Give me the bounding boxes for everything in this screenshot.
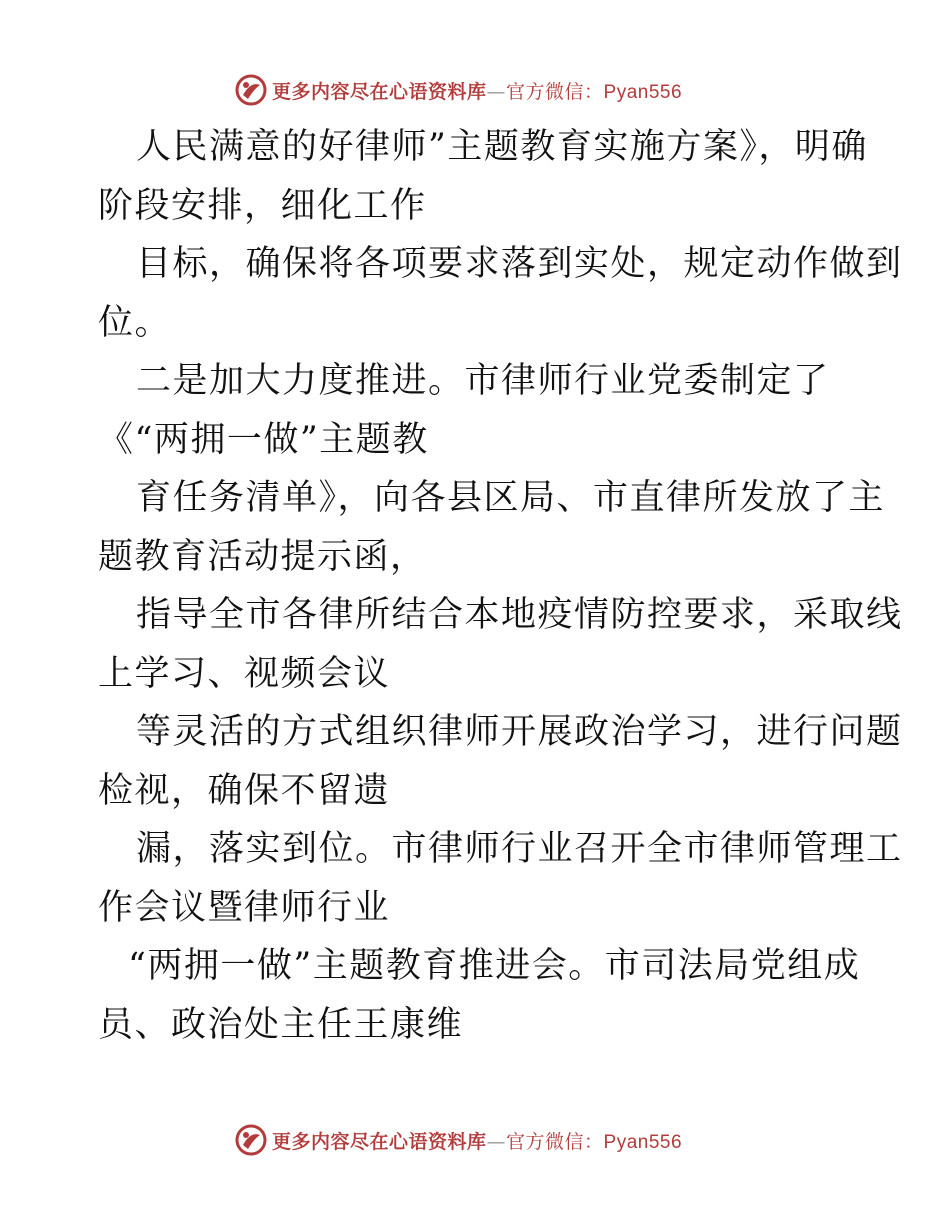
body-line: 二是加大力度推进。市律师行业党委制定了 [136,361,830,401]
body-line: 漏，落实到位。市律师行业召开全市律师管理工 [136,829,903,869]
watermark-main: 更多内容尽在心语资料库 [272,1130,487,1153]
watermark-sub: 官方微信： [506,80,604,103]
watermark-id: Pyan556 [603,1131,683,1153]
body-line: 等灵活的方式组织律师开展政治学习，进行问题 [136,712,903,752]
body-line: 位。 [98,302,172,343]
watermark-text [272,77,682,104]
body-line: “两拥一做”主题教育推进会。市司法局党组成 [128,946,861,986]
body-line: 题教育活动提示函， [98,536,427,577]
body-line: 作会议暨律师行业 [98,887,391,928]
watermark-text [272,1127,682,1154]
body-line: 目标，确保将各项要求落到实处，规定动作做到 [136,244,903,284]
document-body [98,118,903,1054]
header-watermark [234,72,682,108]
watermark-separator: — [486,1130,507,1153]
watermark-id: Pyan556 [603,81,683,103]
seal-logo-icon [234,73,268,107]
body-line: 《“两拥一做”主题教 [98,419,429,460]
body-line: 检视，确保不留遗 [98,770,391,811]
seal-logo-icon [234,1123,268,1157]
watermark-main: 更多内容尽在心语资料库 [272,80,487,103]
body-line: 育任务清单》，向各县区局、市直律所发放了主 [136,478,886,518]
body-line: 人民满意的好律师”主题教育实施方案》，明确 [136,127,868,167]
watermark-sub: 官方微信： [506,1130,604,1153]
footer-watermark [234,1122,682,1158]
body-line: 上学习、视频会议 [98,653,391,694]
watermark-separator: — [486,80,507,103]
body-line: 阶段安排，细化工作 [98,185,427,226]
body-line: 员、政治处主任王康维 [98,1004,464,1045]
body-line: 指导全市各律所结合本地疫情防控要求，采取线 [136,595,903,635]
